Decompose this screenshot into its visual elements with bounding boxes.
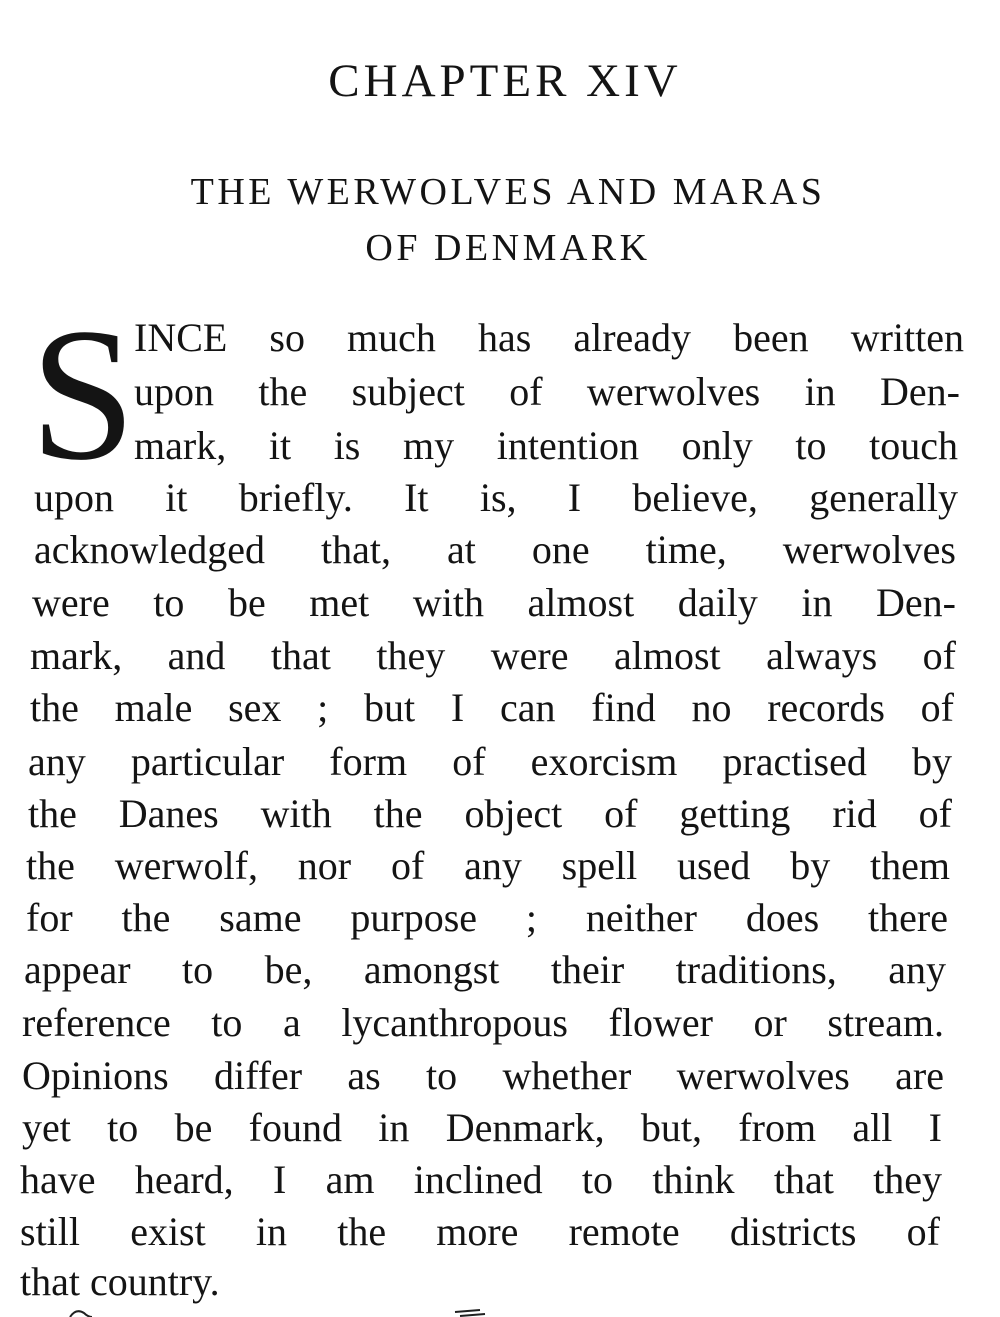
next-page-text-fragment (0, 1304, 1000, 1317)
chapter-title (0, 164, 1000, 276)
text-line: mark, and that they were almost always of (30, 633, 956, 678)
text-line: upon it briefly. It is, I believe, generally (34, 475, 958, 520)
text-line: appear to be, amongst their traditions, any (24, 947, 946, 992)
text-line: INCE so much has already been written (134, 315, 964, 360)
chapter-number: CHAPTER XIV (328, 55, 682, 107)
text-line: any particular form of exorcism practised by (28, 739, 952, 784)
drop-cap: S (30, 290, 136, 500)
text-line: were to be met with almost daily in Den- (32, 580, 956, 625)
text-line: acknowledged that, at one time, werwolves (34, 527, 956, 572)
text-line: that country. (20, 1259, 220, 1304)
text-line: still exist in the more remote districts of (20, 1209, 940, 1254)
text-line: the Danes with the object of getting rid of (28, 791, 952, 836)
text-line: have heard, I am inclined to think that they (20, 1157, 942, 1202)
text-line: reference to a lycanthropous flower or stream. (22, 1000, 944, 1045)
text-line: the male sex ; but I can find no records of (30, 685, 954, 730)
text-line: yet to be found in Denmark, but, from all I (22, 1105, 942, 1150)
text-line: upon the subject of werwolves in Den- (134, 369, 960, 414)
text-line: the werwolf, nor of any spell used by them (26, 843, 950, 888)
text-line: for the same purpose ; neither does there (26, 895, 948, 940)
text-line: mark, it is my intention only to touch (134, 423, 958, 468)
chapter-title-line-2: OF DENMARK (365, 227, 651, 269)
chapter-title-line-1: THE WERWOLVES AND MARAS (190, 171, 826, 213)
text-line: Opinions differ as to whether werwolves are (22, 1053, 944, 1098)
